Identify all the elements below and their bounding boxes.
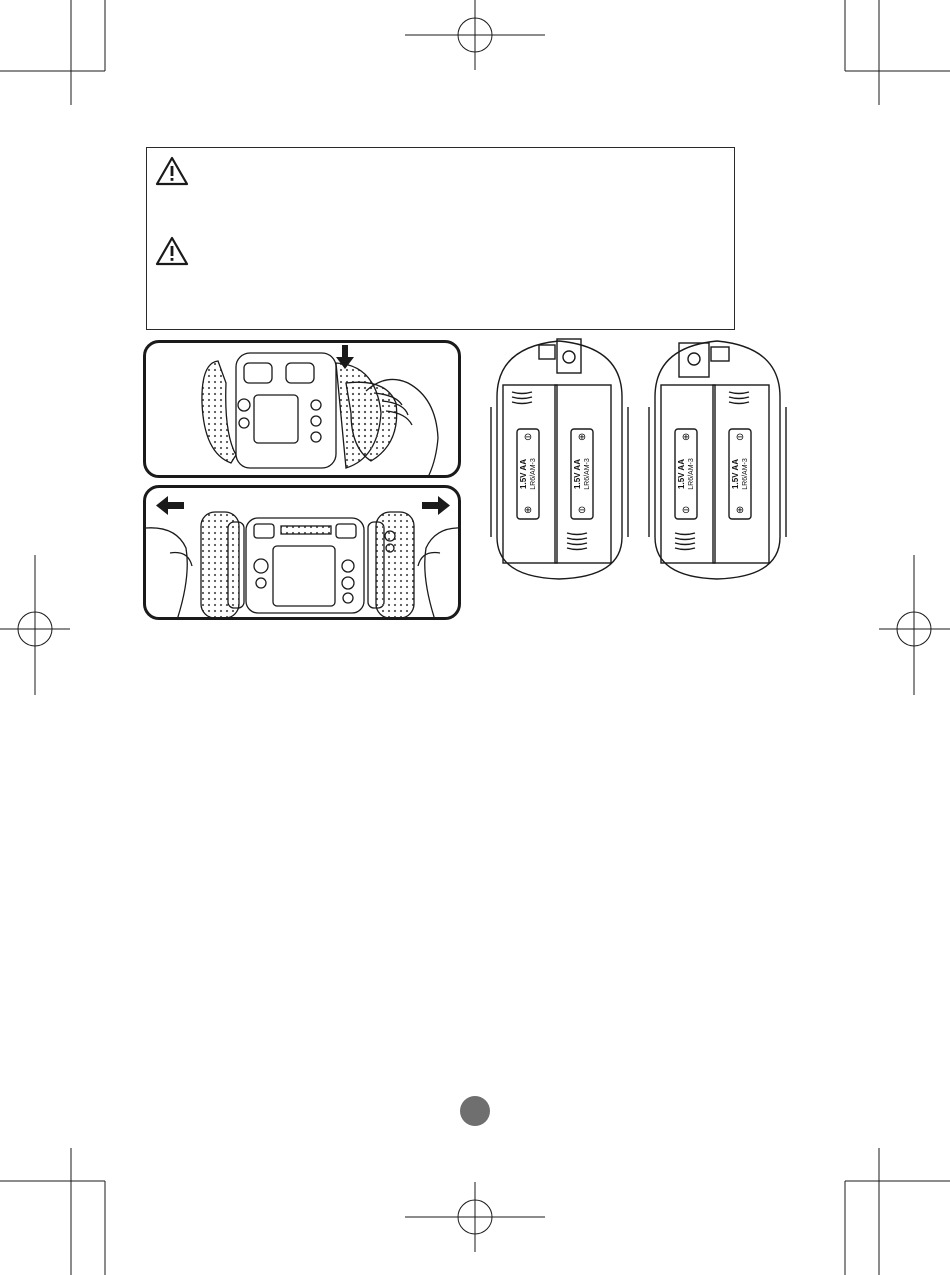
battery-type: LR6/AM-3 (530, 458, 537, 490)
battery-type: LR6/AM-3 (584, 458, 591, 490)
left-arrow-icon (156, 496, 184, 515)
minus-symbol: ⊖ (681, 505, 691, 516)
battery-type: LR6/AM-3 (688, 458, 695, 490)
battery-label: 1.5V AA (677, 459, 686, 489)
page-number-marker (460, 1096, 490, 1126)
battery-compartment-1-drawing (487, 337, 632, 582)
plus-symbol: ⊕ (577, 432, 587, 443)
minus-symbol: ⊖ (523, 432, 533, 443)
warning-triangle-icon (155, 236, 189, 266)
warning-row-2 (155, 236, 199, 266)
camera-pull-apart-illustration (146, 488, 461, 620)
battery-compartment-2-drawing (645, 337, 790, 582)
battery-label: 1.5V AA (573, 459, 582, 489)
right-arrow-icon (422, 496, 450, 515)
step1-illustration-panel (143, 340, 461, 478)
battery-label: 1.5V AA (731, 459, 740, 489)
camera-grip-press-illustration (146, 343, 461, 478)
battery-label: 1.5V AA (519, 459, 528, 489)
warning-row-1 (155, 156, 199, 186)
plus-symbol: ⊕ (523, 505, 533, 516)
minus-symbol: ⊖ (735, 432, 745, 443)
battery-compartment-1 (487, 337, 632, 582)
plus-symbol: ⊕ (681, 432, 691, 443)
warning-box (146, 147, 735, 330)
battery-compartment-2 (645, 337, 790, 582)
plus-symbol: ⊕ (735, 505, 745, 516)
warning-triangle-icon (155, 156, 189, 186)
step2-illustration-panel (143, 485, 461, 620)
battery-type: LR6/AM-3 (742, 458, 749, 490)
minus-symbol: ⊖ (577, 505, 587, 516)
